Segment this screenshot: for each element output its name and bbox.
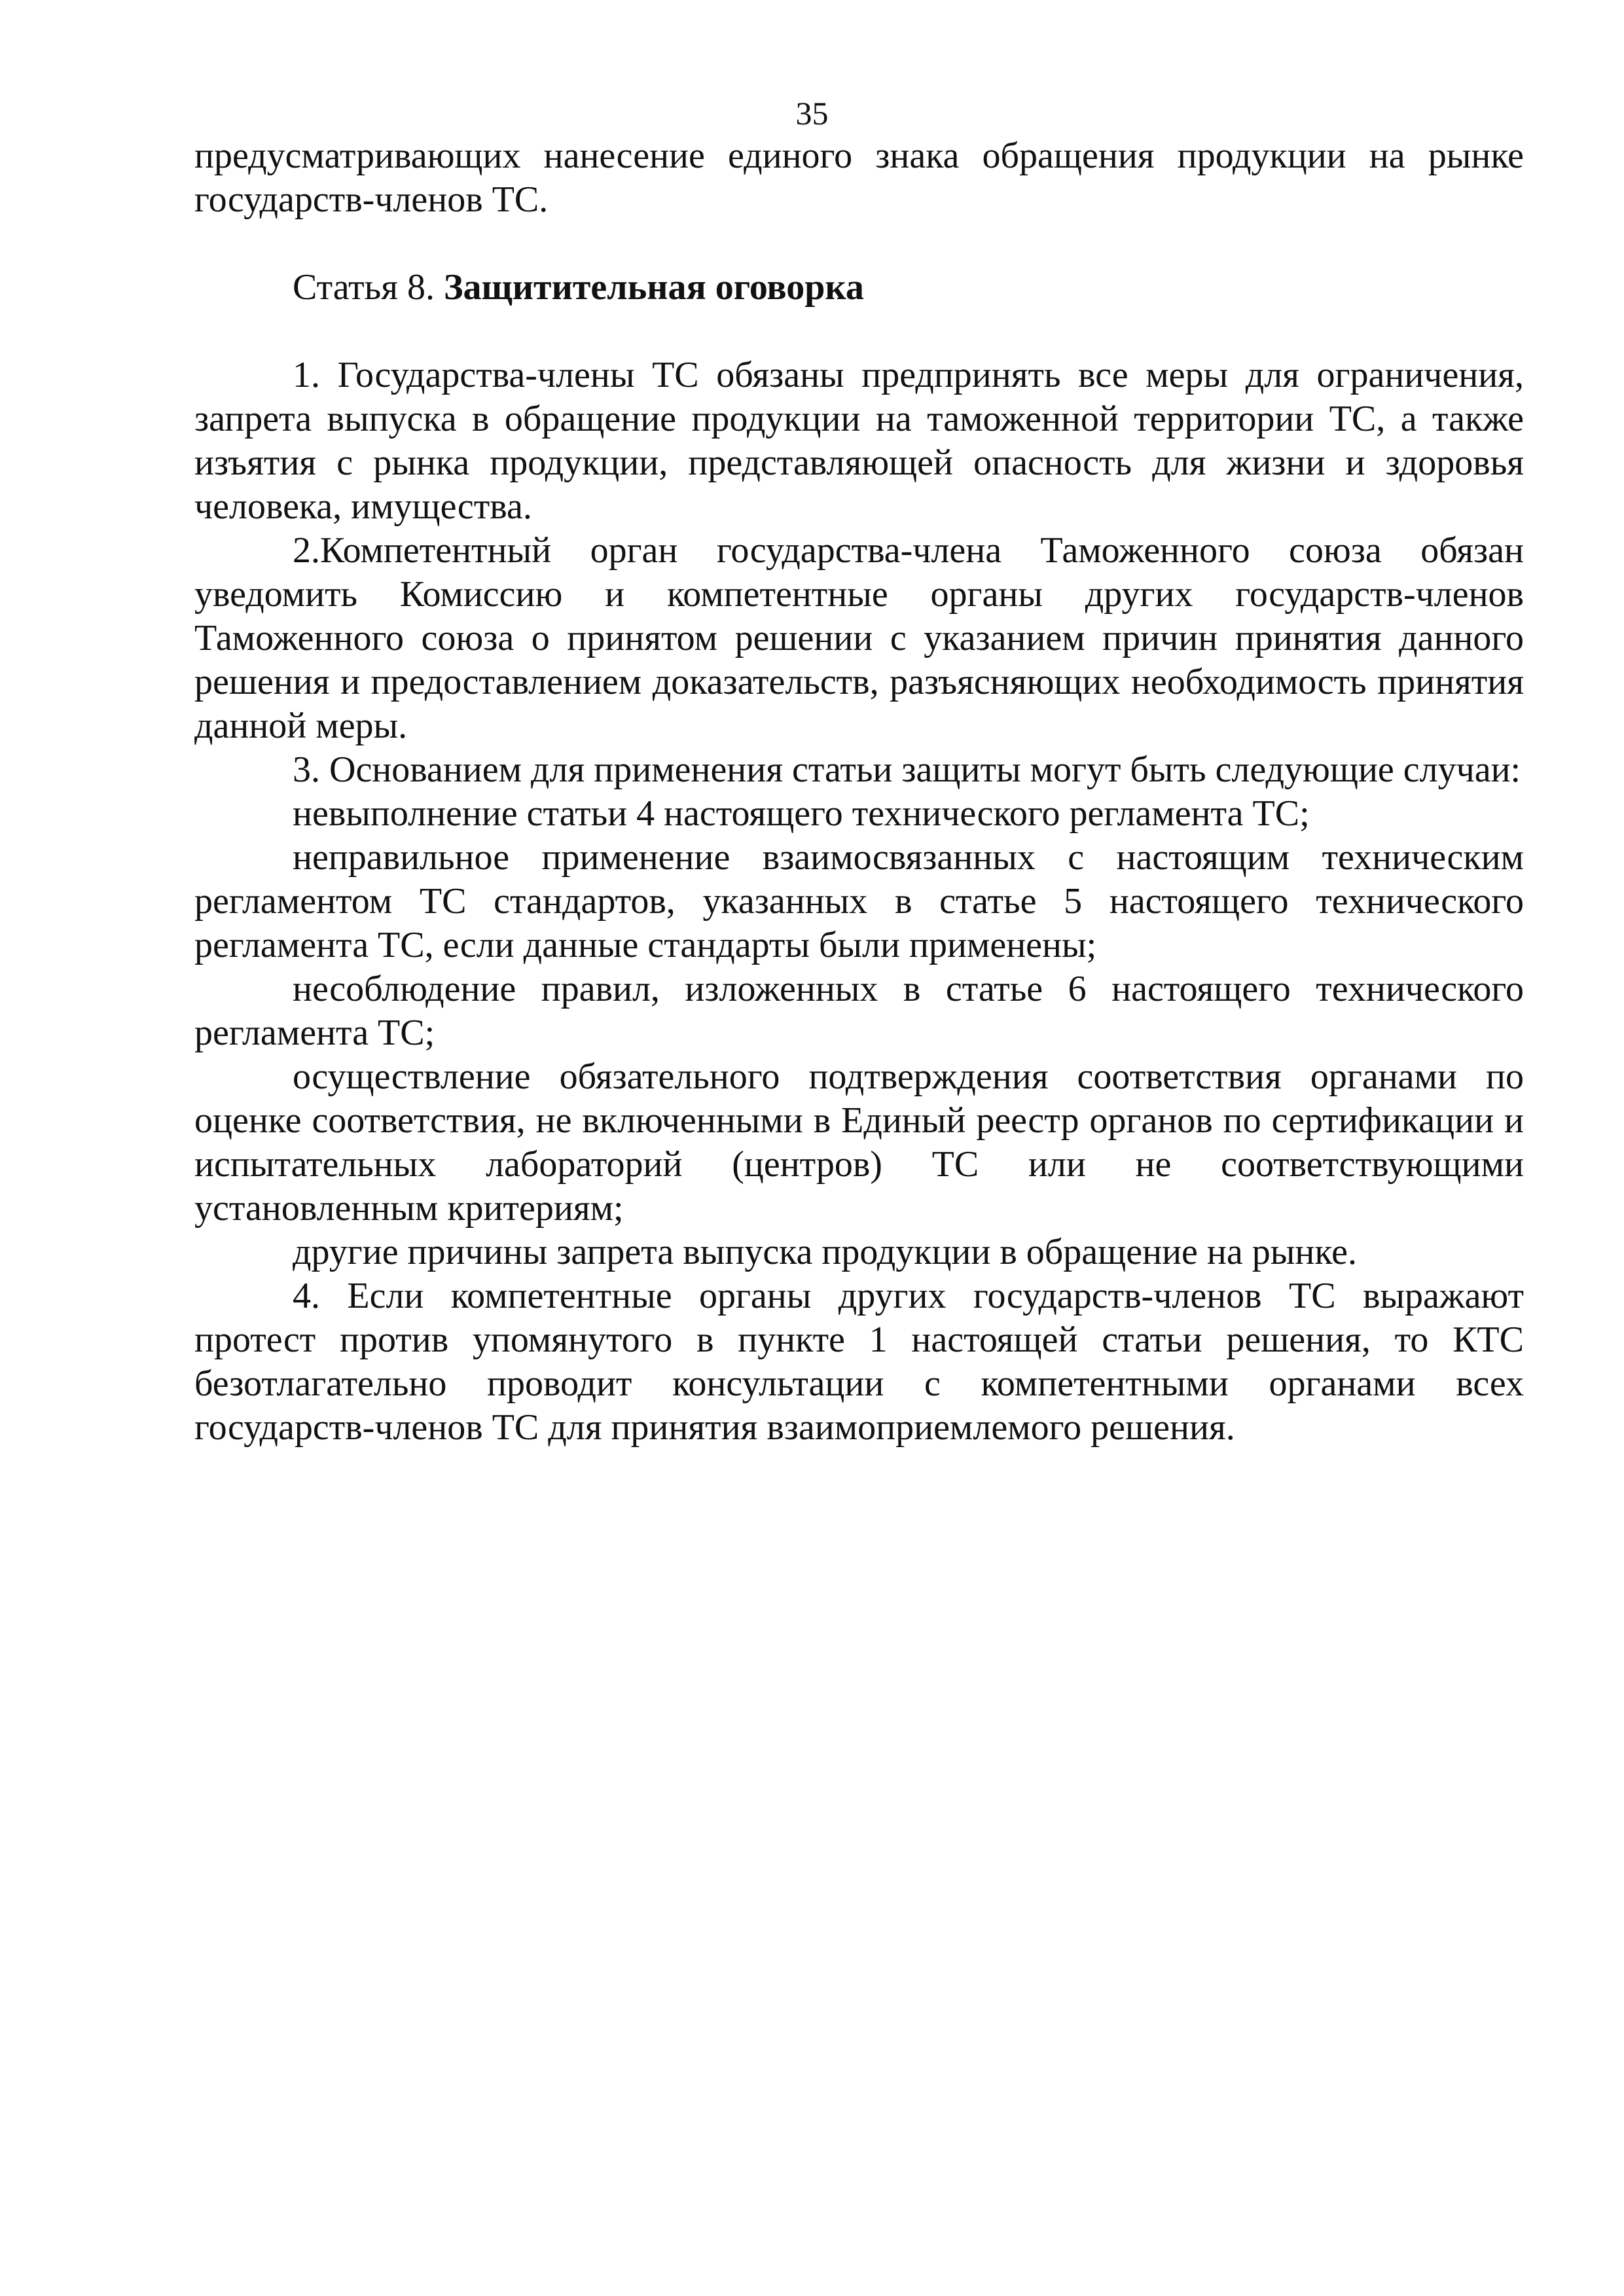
case-item-4: осуществление обязательного подтверждения соответствия органами по оценке соответствия, не включенными в Единый реестр органов по сертификации и испытательных лабораторий (центров) ТС или не соответствующими установленным критериям; [194,1056,1524,1229]
document-body [194,134,1524,1450]
article-title: Защитительная оговорка [443,267,864,308]
paragraph-4: 4. Если компетентные органы других государств-членов ТС выражают протест против упомянутого в пункте 1 настоящей статьи решения, то КТС безотлагательно проводит консультации с компетентными органами всех государств-членов ТС для принятия взаимоприемлемого решения. [194,1276,1524,1448]
case-item-2: неправильное применение взаимосвязанных с настоящим техническим регламентом ТС стандартов, указанных в статье 5 настоящего технического регламента ТС, если данные стандарты были применены; [194,837,1524,965]
article-prefix: Статья 8. [293,267,435,308]
case-item-1: невыполнение статьи 4 настоящего технического регламента ТС; [293,793,1310,834]
paragraph-1: 1. Государства-члены ТС обязаны предпринять все меры для ограничения, запрета выпуска в обращение продукции на таможенной территории ТС, а также изъятия с рынка продукции, представляющей опасность для жизни и здоровья человека, имущества. [194,355,1524,527]
paragraph-2: 2.Компетентный орган государства-члена Таможенного союза обязан уведомить Комиссию и компетентные органы других государств-членов Таможенного союза о принятом решении с указанием причин принятия данного решения и предоставлением доказательств, разъясняющих необходимость принятия данной меры. [194,530,1524,746]
paragraph-3: 3. Основанием для применения статьи защиты могут быть следующие случаи: [293,749,1521,790]
page-number: 35 [795,95,829,132]
case-item-3: несоблюдение правил, изложенных в статье 6 настоящего технического регламента ТС; [194,969,1524,1053]
case-item-5: другие причины запрета выпуска продукции в обращение на рынке. [293,1232,1357,1272]
article-heading [194,266,1524,310]
intro-paragraph: предусматривающих нанесение единого знака обращения продукции на рынке государств-членов ТС. [194,135,1524,220]
